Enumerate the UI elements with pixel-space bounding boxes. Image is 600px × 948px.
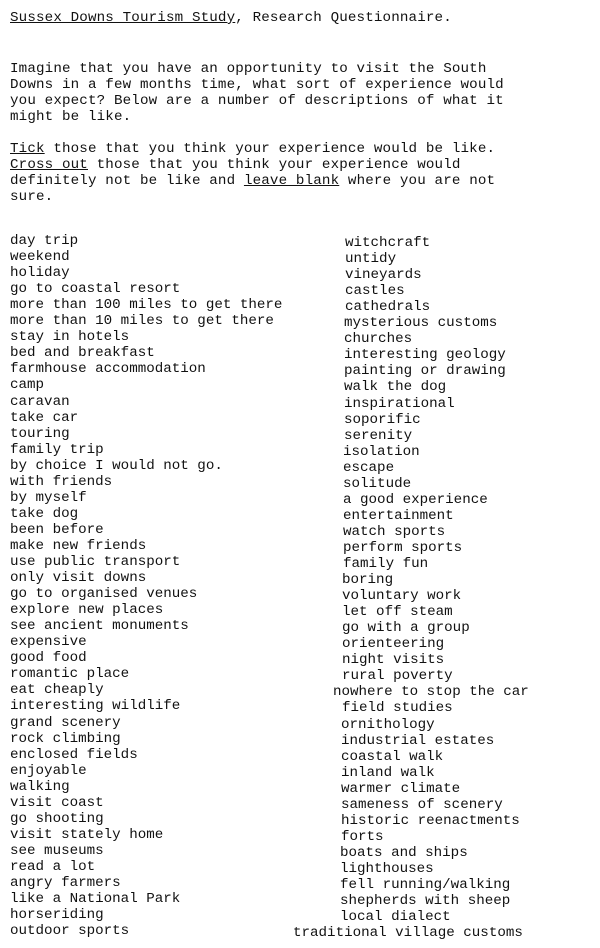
- right-descriptor-item: witchcraft: [345, 235, 431, 251]
- left-descriptor-item: family trip: [10, 441, 104, 458]
- right-descriptor-item: inland walk: [341, 764, 435, 781]
- right-descriptor-item: interesting geology: [344, 347, 506, 364]
- left-descriptor-item: read a lot: [10, 858, 96, 875]
- right-descriptor-item: castles: [345, 283, 405, 300]
- instruction-line-3-start: definitely not be like and: [10, 173, 244, 189]
- right-descriptor-item: let off steam: [342, 604, 453, 621]
- right-descriptor-item: cathedrals: [345, 299, 431, 316]
- left-descriptor-item: grand scenery: [10, 714, 121, 731]
- left-descriptor-item: see ancient monuments: [10, 618, 189, 635]
- left-descriptor-item: see museums: [10, 842, 104, 859]
- left-descriptor-item: camp: [10, 377, 45, 394]
- right-descriptor-item: vineyards: [345, 267, 422, 284]
- left-descriptor-item: make new friends: [10, 537, 147, 554]
- intro-line-2: Downs in a few months time, what sort of experience would: [10, 77, 504, 93]
- cross-out-text: those that you think your experience would: [87, 157, 461, 173]
- left-descriptor-item: romantic place: [10, 666, 130, 683]
- right-descriptor-item: untidy: [345, 251, 397, 268]
- right-descriptor-item: orienteering: [342, 636, 445, 653]
- leave-blank-label: leave blank: [243, 173, 340, 189]
- right-descriptor-item: ornithology: [341, 716, 435, 733]
- right-descriptor-item: field studies: [342, 700, 453, 717]
- left-descriptor-item: stay in hotels: [10, 329, 130, 346]
- right-descriptor-item: go with a group: [342, 620, 470, 637]
- right-descriptor-item: escape: [343, 459, 395, 476]
- right-descriptor-item: night visits: [342, 652, 445, 669]
- study-title: Sussex Downs Tourism Study: [10, 10, 236, 26]
- instruction-line-3-end: where you are not: [339, 173, 496, 189]
- left-descriptor-item: weekend: [10, 249, 70, 266]
- right-descriptor-item: inspirational: [344, 395, 455, 412]
- left-descriptor-item: interesting wildlife: [10, 698, 181, 715]
- right-descriptor-item: serenity: [344, 427, 413, 444]
- left-descriptor-item: walking: [10, 778, 70, 795]
- right-descriptor-item: forts: [341, 828, 384, 845]
- left-descriptor-item: go to coastal resort: [10, 281, 181, 298]
- instruction-line-2: [10, 157, 461, 173]
- left-descriptor-item: holiday: [10, 265, 70, 282]
- cross-out-label: Cross out: [10, 157, 88, 173]
- right-descriptor-item: voluntary work: [342, 588, 462, 605]
- intro-line-3: you expect? Below are a number of descriptions of what it: [10, 93, 504, 109]
- left-descriptor-item: caravan: [10, 393, 70, 410]
- left-descriptor-item: explore new places: [10, 602, 164, 619]
- right-descriptor-item: rural poverty: [342, 668, 453, 685]
- right-descriptor-item: boats and ships: [340, 844, 468, 861]
- instruction-line-4: sure.: [10, 189, 54, 205]
- left-descriptor-item: like a National Park: [10, 891, 181, 908]
- left-descriptor-item: visit coast: [10, 794, 104, 811]
- left-descriptor-item: eat cheaply: [10, 682, 104, 699]
- intro-line-1: Imagine that you have an opportunity to visit the South: [10, 61, 487, 77]
- left-descriptor-item: more than 10 miles to get there: [10, 313, 274, 330]
- right-descriptor-item: historic reenactments: [341, 812, 520, 829]
- right-descriptor-item: churches: [344, 331, 413, 348]
- page-title: [10, 10, 452, 26]
- right-descriptor-item: shepherds with sheep: [340, 893, 511, 910]
- left-descriptor-item: good food: [10, 650, 87, 667]
- tick-label: Tick: [10, 141, 45, 157]
- right-descriptor-item: a good experience: [343, 491, 488, 508]
- instruction-line-1: [10, 141, 495, 157]
- right-descriptor-item: solitude: [343, 475, 412, 492]
- left-descriptor-item: day trip: [10, 233, 79, 249]
- left-descriptor-item: go to organised venues: [10, 586, 198, 603]
- right-descriptor-item: family fun: [343, 556, 429, 572]
- right-descriptor-item: perform sports: [343, 539, 463, 556]
- left-descriptor-item: take car: [10, 409, 79, 426]
- tick-text: those that you think your experience would be like.: [44, 141, 496, 157]
- right-descriptor-item: industrial estates: [341, 732, 495, 749]
- right-descriptor-item: mysterious customs: [344, 315, 498, 332]
- left-descriptor-item: more than 100 miles to get there: [10, 297, 283, 314]
- left-descriptor-item: go shooting: [10, 810, 104, 827]
- right-descriptor-item: coastal walk: [341, 748, 444, 765]
- right-descriptor-item: warmer climate: [341, 780, 461, 797]
- left-descriptor-item: use public transport: [10, 554, 181, 570]
- right-descriptor-item: fell running/walking: [340, 877, 511, 893]
- right-descriptor-item: sameness of scenery: [341, 796, 503, 813]
- left-descriptor-item: only visit downs: [10, 570, 147, 587]
- right-descriptor-item: boring: [342, 572, 394, 589]
- right-descriptor-item: traditional village customs: [293, 925, 523, 942]
- left-descriptor-item: visit stately home: [10, 826, 164, 843]
- right-descriptor-item: local dialect: [340, 909, 451, 926]
- study-subtitle: , Research Questionnaire.: [235, 10, 452, 26]
- left-descriptor-item: farmhouse accommodation: [10, 361, 206, 378]
- right-descriptor-item: isolation: [343, 443, 420, 460]
- right-descriptor-item: nowhere to stop the car: [333, 684, 529, 701]
- right-descriptor-item: entertainment: [343, 507, 454, 524]
- right-descriptor-item: watch sports: [343, 523, 446, 540]
- left-descriptor-item: angry farmers: [10, 875, 121, 891]
- left-descriptor-item: by myself: [10, 489, 87, 506]
- left-descriptor-item: been before: [10, 521, 104, 538]
- left-descriptor-item: by choice I would not go.: [10, 457, 223, 474]
- right-descriptor-item: walk the dog: [344, 379, 447, 396]
- left-descriptor-item: with friends: [10, 473, 113, 490]
- left-descriptor-item: rock climbing: [10, 730, 121, 747]
- intro-line-4: might be like.: [10, 109, 132, 125]
- left-descriptor-item: enjoyable: [10, 762, 87, 779]
- right-descriptor-item: painting or drawing: [344, 363, 506, 380]
- right-descriptor-item: lighthouses: [340, 860, 434, 877]
- right-descriptor-item: soporific: [344, 411, 421, 428]
- left-descriptor-item: horseriding: [10, 907, 104, 924]
- left-descriptor-item: touring: [10, 425, 70, 442]
- left-descriptor-item: take dog: [10, 505, 79, 522]
- left-descriptor-item: enclosed fields: [10, 746, 138, 763]
- instruction-line-3: [10, 173, 495, 189]
- left-descriptor-item: bed and breakfast: [10, 345, 155, 362]
- left-descriptor-item: expensive: [10, 634, 87, 651]
- left-descriptor-item: outdoor sports: [10, 923, 130, 940]
